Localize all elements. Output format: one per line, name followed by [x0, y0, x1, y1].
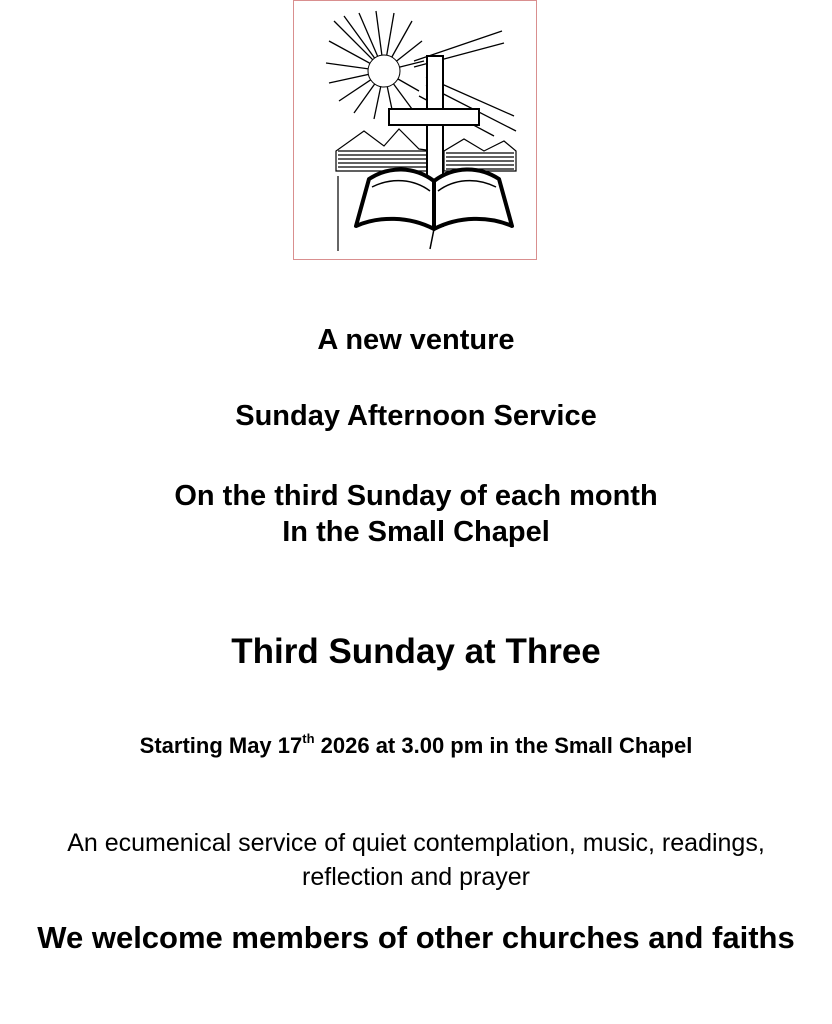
- start-prefix: Starting May 17: [139, 733, 303, 758]
- sun-cross-bible-icon: [294, 1, 536, 259]
- start-date-line: [0, 733, 832, 759]
- service-name: Sunday Afternoon Service: [235, 400, 597, 432]
- schedule-line-1: On the third Sunday of each month: [174, 480, 658, 512]
- schedule-line-2: In the Small Chapel: [282, 516, 550, 548]
- description-line-1: An ecumenical service of quiet contemplation, music, readings,: [67, 829, 765, 857]
- church-logo: [293, 0, 537, 260]
- start-superscript: th: [302, 731, 315, 746]
- headline: Third Sunday at Three: [231, 632, 601, 671]
- schedule-text: [0, 478, 832, 550]
- intro-heading: A new venture: [317, 324, 515, 356]
- description-line-2: reflection and prayer: [302, 863, 530, 891]
- description: [0, 826, 832, 894]
- welcome-statement: We welcome members of other churches and faiths: [37, 920, 795, 955]
- start-suffix: 2026 at 3.00 pm in the Small Chapel: [314, 733, 693, 758]
